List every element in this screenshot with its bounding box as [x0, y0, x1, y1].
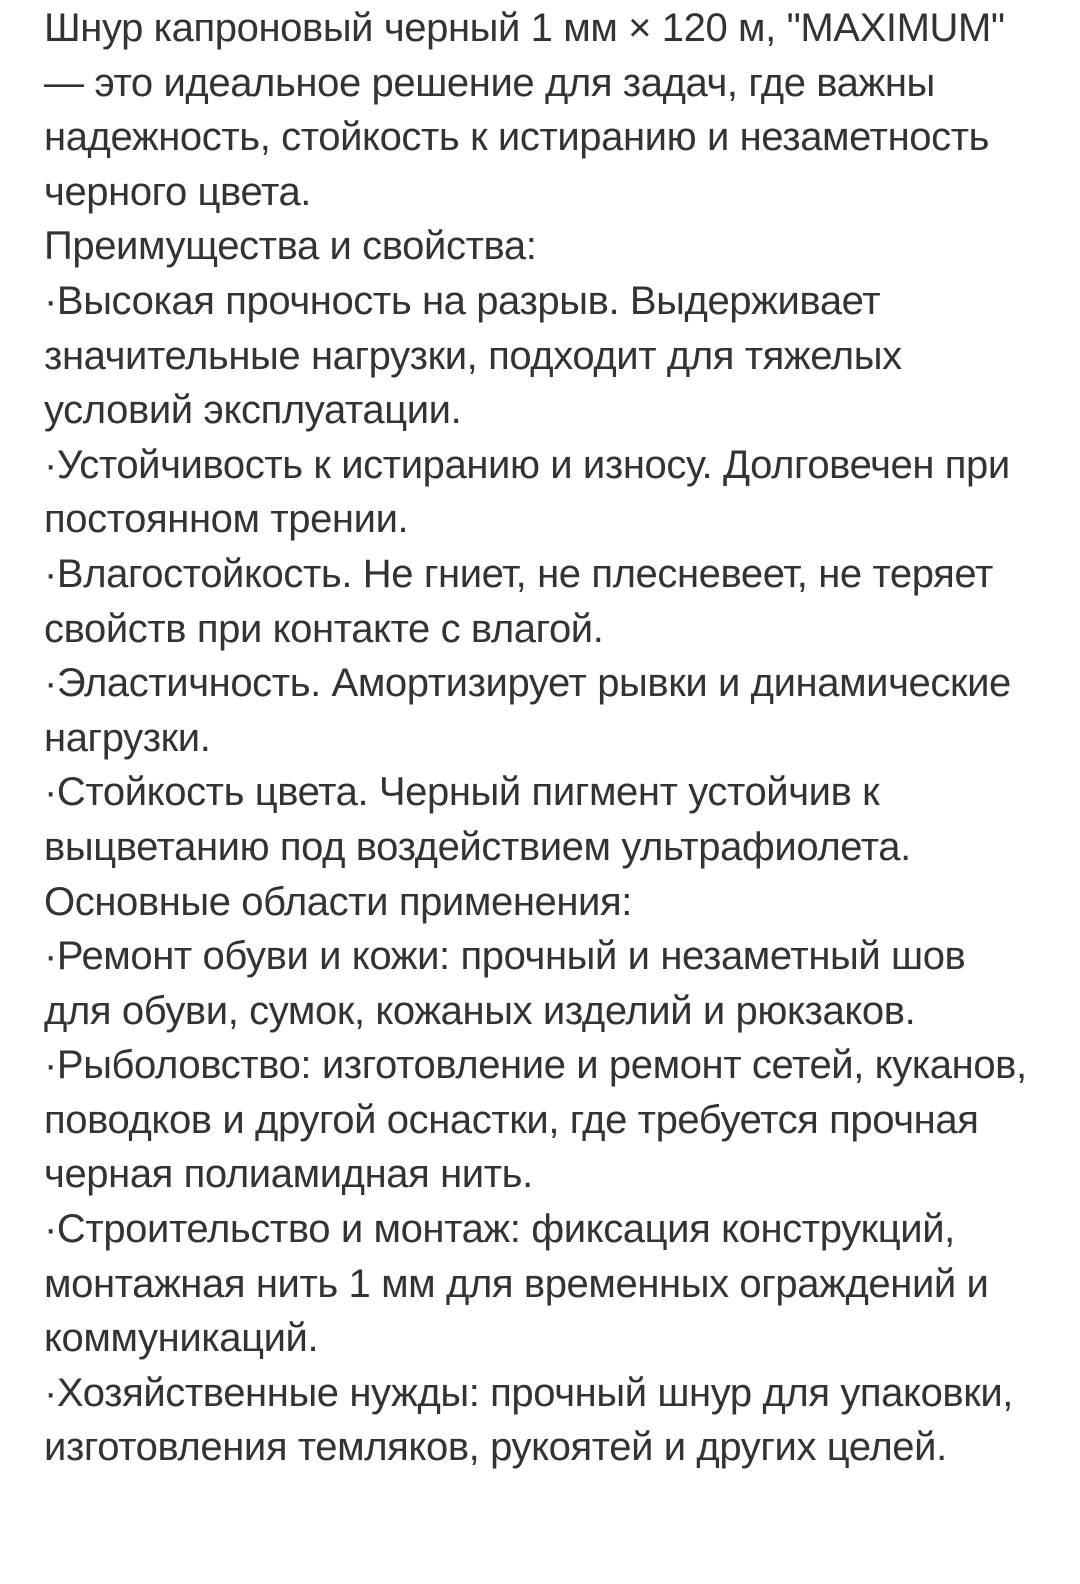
- description-paragraph: Преимущества и свойства:: [44, 224, 537, 269]
- description-paragraph: Шнур капроновый черный 1 мм × 120 м, "MAXIMUM" — это идеальное решение для задач, где важны надежность, стойкость к истиранию и незаметность черного цвета.: [44, 6, 1005, 214]
- description-paragraph: ·Влагостойкость. Не гниет, не плесневеет, не теряет свойств при контакте с влагой.: [44, 551, 993, 651]
- description-paragraph: ·Эластичность. Амортизирует рывки и динамические нагрузки.: [44, 661, 1011, 760]
- description-paragraph: ·Строительство и монтаж: фиксация конструкций, монтажная нить 1 мм для временных ограждений и коммуникаций.: [44, 1207, 989, 1361]
- description-paragraph: ·Хозяйственные нужды: прочный шнур для упаковки, изготовления темляков, рукоятей и других целей.: [44, 1370, 1014, 1470]
- description-paragraph: ·Ремонт обуви и кожи: прочный и незаметный шов для обуви, сумок, кожаных изделий и рюкзаков.: [44, 934, 966, 1033]
- description-paragraph: ·Рыболовство: изготовление и ремонт сетей, куканов, поводков и другой оснастки, где требуется прочная черная полиамидная нить.: [44, 1043, 1027, 1197]
- description-paragraph: ·Высокая прочность на разрыв. Выдерживает значительные нагрузки, подходит для тяжелых условий эксплуатации.: [44, 278, 902, 433]
- description-paragraph: ·Стойкость цвета. Черный пигмент устойчив к выцветанию под воздействием ультрафиолета.: [44, 770, 911, 869]
- description-paragraph: Основные области применения:: [44, 879, 632, 924]
- description-paragraph: ·Устойчивость к истиранию и износу. Долговечен при постоянном трении.: [44, 442, 1010, 542]
